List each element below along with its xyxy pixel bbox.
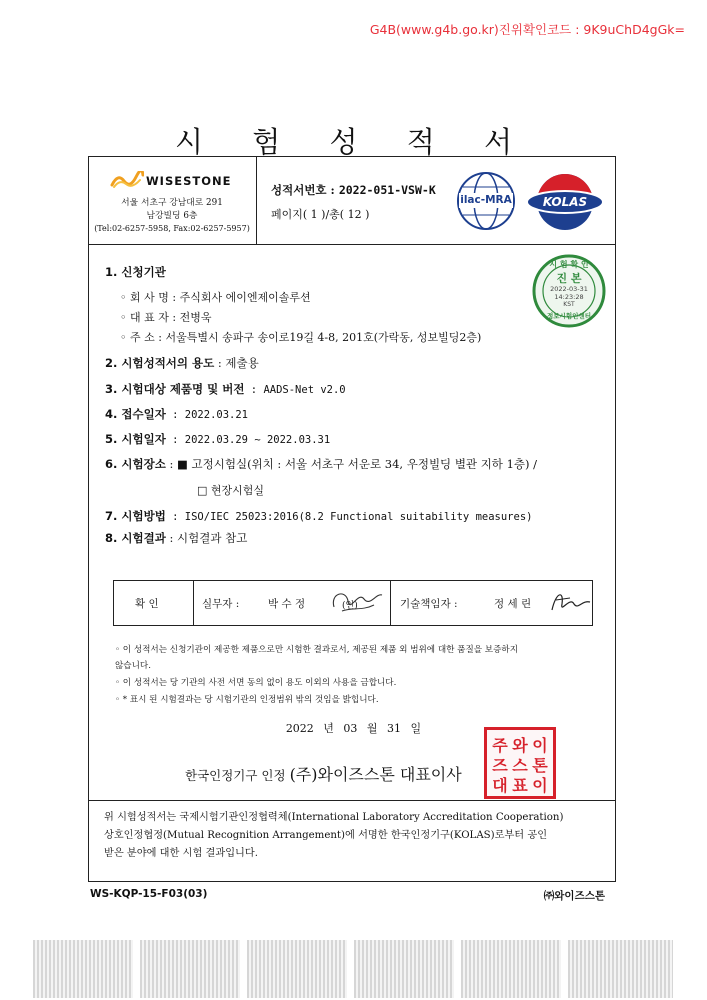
applicant-heading: 1. 신청기관	[105, 265, 166, 279]
note-3: ◦ * 표시 된 시험결과는 당 시험기관의 인정범위 밖의 것임을 밝힙니다.	[115, 695, 379, 705]
stamp-char: 톤	[532, 756, 548, 775]
company-label: ◦ 회 사 명 :	[120, 291, 177, 304]
result-label: 8. 시험결과	[105, 531, 166, 545]
received-label: 4. 접수일자	[105, 407, 166, 421]
stamp-char: 와	[512, 736, 528, 755]
kolas-text: KOLAS	[542, 195, 588, 209]
tech-manager-name: 정 세 린	[494, 598, 532, 610]
confirm-label: 확 인	[135, 598, 159, 610]
scan-strip-1	[33, 940, 133, 998]
seal-bottom-text: 정보시험인센터	[547, 312, 591, 320]
method-label: 7. 시험방법	[105, 509, 166, 523]
ilac-text: ilac-MRA	[460, 194, 512, 206]
scan-strip-2	[140, 940, 240, 998]
seal-date: 2022-03-31	[550, 285, 588, 293]
test-date-row	[105, 431, 330, 447]
stamp-char: 이	[532, 776, 548, 795]
result-value: : 시험결과 참고	[165, 531, 248, 545]
tech-manager-signature-icon	[548, 586, 592, 618]
cert-number	[271, 182, 436, 198]
representative-line	[185, 762, 462, 785]
ceo-row	[120, 309, 211, 325]
ceo-label: ◦ 대 표 자 :	[120, 311, 177, 324]
purpose-row	[105, 355, 259, 371]
place-value: : ■ 고정시험실(위치 : 서울 서초구 서운로 34, 우정빌딩 별관 지하 1층) /	[165, 457, 538, 471]
product-label: 3. 시험대상 제품명 및 버전	[105, 382, 245, 396]
ilac-mra-logo	[455, 170, 517, 232]
product-row	[105, 381, 346, 397]
tester-label: 실무자 :	[202, 598, 240, 610]
bottom-divider	[88, 800, 616, 801]
place-onsite: □ 현장시험실	[197, 484, 265, 497]
stamp-char: 표	[512, 776, 528, 795]
cert-number-label: 성적서번호 :	[271, 183, 335, 197]
test-date-value: : 2022.03.29 ~ 2022.03.31	[165, 434, 331, 446]
tester-name: 박 수 정	[268, 598, 306, 610]
stamp-char: 대	[492, 776, 508, 795]
seal-time: 14:23:28	[554, 293, 584, 301]
logo-text: WISESTONE	[146, 174, 232, 188]
seal-top-text: 시 험 확 인	[549, 260, 589, 269]
tester-seal-mark: (인)	[342, 601, 358, 611]
stamp-char: 주	[492, 736, 508, 755]
note-1a: ◦ 이 성적서는 신청기관이 제공한 제품으로만 시험한 결과로서, 제공된 제품 외 범위에 대한 품질을 보증하지	[115, 645, 519, 655]
address-label: ◦ 주 소 :	[120, 331, 162, 344]
accreditation-note-2: 상호인정협정(Mutual Recognition Arrangement)에 서명한 한국인정기구(KOLAS)로부터 공인	[104, 830, 548, 841]
address-value: 서울특별시 송파구 송이로19길 4-8, 201호(가락동, 성보빌딩2층)	[165, 331, 482, 344]
issue-date: 2022 년 03 월 31 일	[285, 722, 422, 735]
kolas-logo	[525, 172, 605, 232]
stamp-char: 이	[532, 736, 548, 755]
place-label: 6. 시험장소	[105, 457, 166, 471]
accreditation-note-1: 위 시험성적서는 국제시험기관인정협력체(International Laboratory Accreditation Cooperation)	[104, 812, 564, 823]
ceo-value: 전병욱	[179, 311, 212, 324]
wave-logo-icon	[110, 171, 144, 189]
stamp-char: 즈	[492, 756, 508, 775]
scan-strip-5	[461, 940, 561, 998]
test-date-label: 5. 시험일자	[105, 432, 166, 446]
lab-address-line1: 서울 서초구 강남대로 291	[121, 198, 223, 208]
rep-prefix: 한국인정기구 인정	[185, 768, 286, 783]
header-divider	[88, 244, 616, 245]
result-row	[105, 530, 247, 546]
verification-seal	[531, 253, 607, 329]
company-value: 주식회사 에이엔제이솔루션	[179, 291, 311, 304]
received-value: : 2022.03.21	[165, 409, 248, 421]
scan-strip-4	[354, 940, 454, 998]
seal-original-text: 진 본	[556, 272, 582, 285]
place-row	[105, 456, 537, 472]
company-stamp	[484, 727, 556, 799]
verification-code: G4B(www.g4b.go.kr)진위확인코드 : 9K9uChD4gGk=	[369, 22, 685, 37]
seal-timezone: KST	[563, 301, 575, 308]
product-value: : AADS-Net v2.0	[244, 384, 346, 396]
tech-manager-label: 기술책임자 :	[400, 598, 458, 610]
scan-strip-3	[247, 940, 347, 998]
stamp-char: 스	[512, 756, 528, 775]
company-row	[120, 289, 311, 305]
rep-company: (주)와이즈스톤 대표이사	[289, 765, 462, 784]
accreditation-note-3: 받은 분야에 대한 시험 결과입니다.	[104, 848, 258, 859]
form-code: WS-KQP-15-F03(03)	[90, 888, 208, 900]
cert-number-value: 2022-051-VSW-K	[338, 183, 436, 197]
note-2: ◦ 이 성적서는 당 기관의 사전 서면 동의 없이 용도 이외의 사용을 금합니다.	[115, 678, 397, 688]
method-row	[105, 508, 532, 524]
sign-divider-1	[193, 580, 194, 626]
purpose-value: : 제출용	[214, 356, 259, 370]
document-title: 시 험 성 적 서	[175, 125, 532, 159]
page-count: 페이지( 1 )/총( 12 )	[271, 208, 370, 221]
method-value: : ISO/IEC 25023:2016(8.2 Functional suitability measures)	[165, 511, 533, 523]
sign-divider-2	[390, 580, 391, 626]
received-row	[105, 406, 248, 422]
lab-address-line2: 남강빌딩 6층	[146, 211, 198, 221]
lab-contact: (Tel:02-6257-5958, Fax:02-6257-5957)	[94, 224, 250, 233]
purpose-label: 2. 시험성적서의 용도	[105, 356, 215, 370]
note-1b: 않습니다.	[115, 661, 151, 671]
address-row	[120, 329, 481, 345]
tester-signature-icon	[328, 585, 384, 619]
header-vertical-divider	[256, 156, 257, 244]
footer-company: ㈜와이즈스톤	[543, 890, 605, 902]
scan-strip-6	[568, 940, 673, 998]
